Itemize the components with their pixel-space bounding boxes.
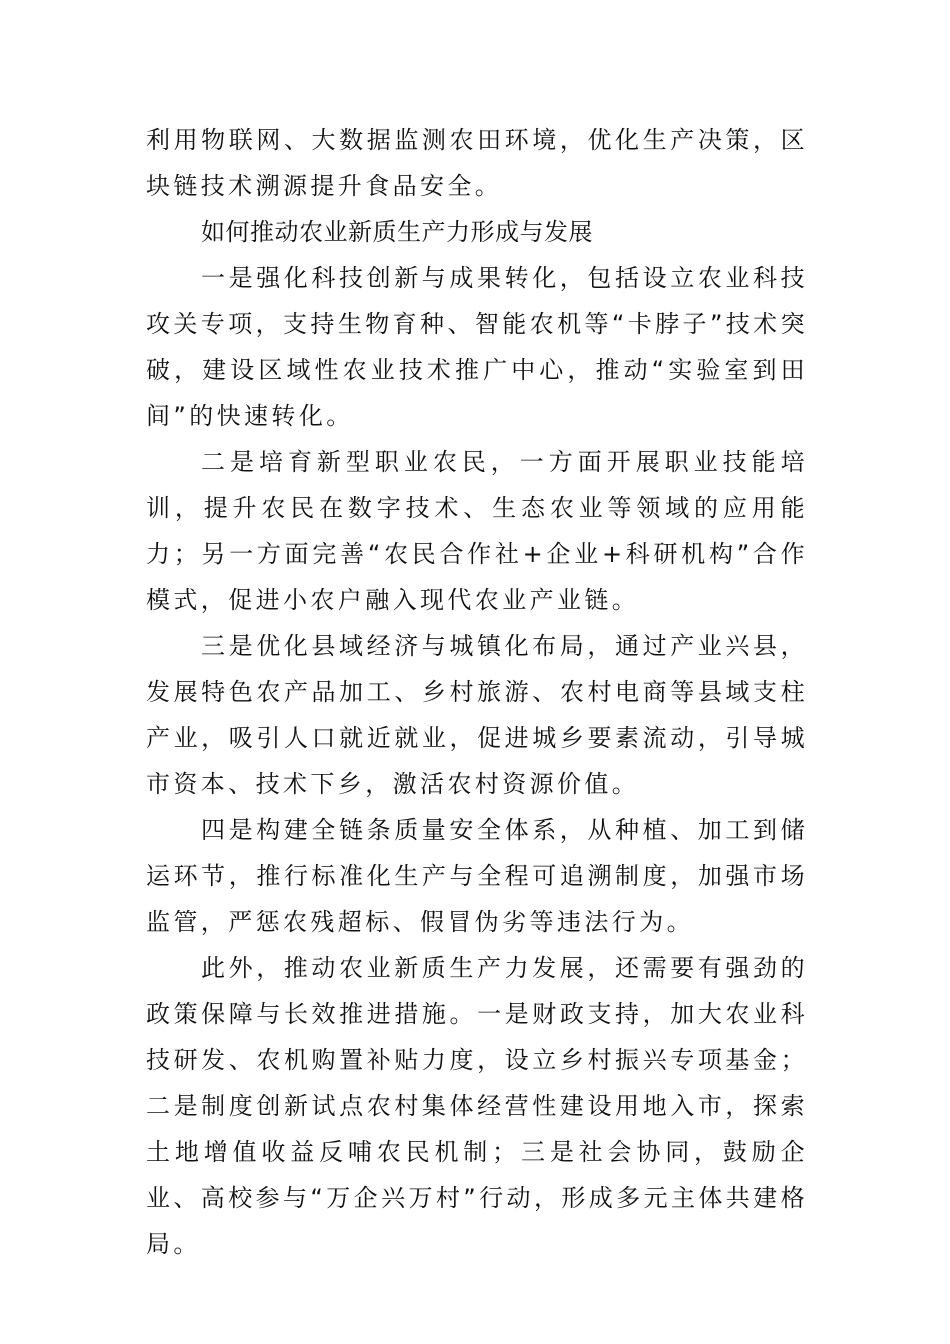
document-page xyxy=(146,117,808,1267)
paragraph-3: 三是优化县域经济与城镇化布局，通过产业兴县，发展特色农产品加工、乡村旅游、农村电商等县域支柱产业，吸引人口就近就业，促进城乡要素流动，引导城市资本、技术下乡，激活农村资源价值。 xyxy=(146,632,808,798)
intro-paragraph: 利用物联网、大数据监测农田环境，优化生产决策，区块链技术溯源提升食品安全。 xyxy=(146,126,808,200)
paragraph-4: 四是构建全链条质量安全体系，从种植、加工到储运环节，推行标准化生产与全程可追溯制度，加强市场监管，严惩农残超标、假冒伪劣等违法行为。 xyxy=(146,816,808,936)
paragraph-2: 二是培育新型职业农民，一方面开展职业技能培训，提升农民在数字技术、生态农业等领域的应用能力；另一方面完善“农民合作社+企业+科研机构”合作模式，促进小农户融入现代农业产业链。 xyxy=(146,448,808,614)
paragraph-5: 此外，推动农业新质生产力发展，还需要有强劲的政策保障与长效推进措施。一是财政支持，加大农业科技研发、农机购置补贴力度，设立乡村振兴专项基金；二是制度创新试点农村集体经营性建设用地入市，探索土地增值收益反哺农民机制；三是社会协同，鼓励企业、高校参与“万企兴万村”行动，形成多元主体共建格局。 xyxy=(146,954,808,1258)
paragraph-1: 一是强化科技创新与成果转化，包括设立农业科技攻关专项，支持生物育种、智能农机等“卡脖子”技术突破，建设区域性农业技术推广中心，推动“实验室到田间”的快速转化。 xyxy=(146,264,808,430)
section-heading: 如何推动农业新质生产力形成与发展 xyxy=(201,218,593,246)
